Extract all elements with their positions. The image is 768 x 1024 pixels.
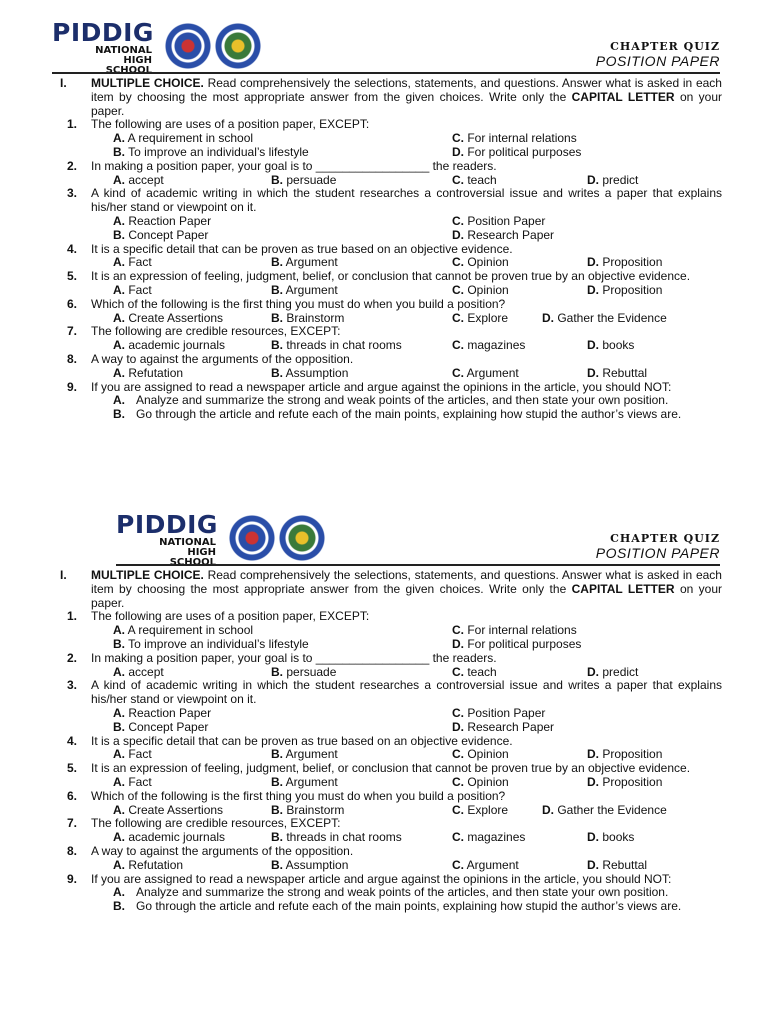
question-item: [0, 243, 768, 257]
question-number: 2.: [67, 158, 78, 173]
question-item: [0, 610, 768, 624]
options-row: [0, 624, 768, 638]
options-row: [0, 339, 768, 353]
answer-option: A. academic journals: [113, 830, 226, 845]
question-item: [0, 679, 768, 707]
question-text: In making a position paper, your goal is to _________________ the readers.: [91, 158, 497, 173]
answer-option: B. To improve an individual’s lifestyle: [113, 636, 309, 651]
question-text: The following are uses of a position paper, EXCEPT:: [91, 609, 370, 624]
answer-option: D. predict: [587, 172, 639, 187]
options-row: [0, 256, 768, 270]
answer-option: B. Concept Paper: [113, 227, 209, 242]
answer-option: B. Brainstorm: [271, 802, 345, 817]
question-text: It is an expression of feeling, judgment, belief, or conclusion that cannot be proven true by an objective evidence.: [91, 761, 691, 776]
school-logo-block: [52, 18, 154, 76]
options-row: [0, 132, 768, 146]
question-number: 8.: [67, 351, 78, 366]
question-number: 6.: [67, 788, 78, 803]
answer-option: A. Create Assertions: [113, 310, 224, 325]
answer-option: D. Gather the Evidence: [542, 802, 667, 817]
answer-option: B. Argument: [271, 747, 338, 762]
school-seal-icon: [278, 514, 326, 562]
answer-option: B. Argument: [271, 282, 338, 297]
options-row: [0, 229, 768, 243]
options-row: [0, 804, 768, 818]
question-number: 2.: [67, 650, 78, 665]
options-row: [0, 367, 768, 381]
answer-option: A. academic journals: [113, 338, 226, 353]
question-number: 1.: [67, 117, 78, 132]
options-row: [0, 146, 768, 160]
question-number: 1.: [67, 609, 78, 624]
answer-option: D. predict: [587, 664, 639, 679]
question-item: [0, 652, 768, 666]
quiz-copy-1: [0, 16, 768, 422]
options-row: [0, 776, 768, 790]
question-item: [0, 873, 768, 887]
question-item: [0, 845, 768, 859]
quiz-header: [0, 16, 768, 74]
answer-option: A. A requirement in school: [113, 623, 254, 638]
question-number: 7.: [67, 324, 78, 339]
question-item: [0, 762, 768, 776]
question-number: 9.: [67, 379, 78, 394]
question-item: [0, 187, 768, 215]
answer-option: C. For internal relations: [452, 623, 577, 638]
quiz-title: [596, 40, 720, 70]
question-number: 7.: [67, 816, 78, 831]
quiz-title: [596, 532, 720, 562]
answer-option: A. Refutation: [113, 857, 184, 872]
options-row: [0, 748, 768, 762]
answer-option: B. Brainstorm: [271, 310, 345, 325]
answer-option: B. Go through the article and refute each of the main points, explaining how stupid the author’s views are.: [113, 899, 682, 914]
options-row: [0, 831, 768, 845]
question-list: [0, 610, 768, 914]
answer-option: A. Create Assertions: [113, 802, 224, 817]
question-item: [0, 381, 768, 395]
deped-seal-icon: [164, 22, 212, 70]
school-name: PIDDIG: [116, 510, 218, 539]
options-row: [0, 638, 768, 652]
chapter-quiz-label: CHAPTER QUIZ: [610, 532, 720, 545]
answer-option: A. Analyze and summarize the strong and weak points of the articles, and then state your own position.: [113, 393, 669, 408]
quiz-body: [0, 569, 768, 914]
question-text: The following are credible resources, EXCEPT:: [91, 816, 341, 831]
section-numeral: I.: [60, 568, 67, 582]
answer-option: C. Argument: [452, 857, 519, 872]
question-text: Which of the following is the first thing you must do when you build a position?: [91, 296, 506, 311]
options-row: [0, 284, 768, 298]
question-text: A way to against the arguments of the opposition.: [91, 843, 354, 858]
question-text: If you are assigned to read a newspaper article and argue against the opinions in the article, you should NOT:: [91, 379, 672, 394]
question-item: [0, 160, 768, 174]
school-subtitle: NATIONAL HIGH SCHOOL: [159, 537, 216, 568]
options-row: [0, 174, 768, 188]
answer-option: D. Research Paper: [452, 227, 555, 242]
answer-option: B. persuade: [271, 172, 337, 187]
options-row: [0, 215, 768, 229]
answer-option: A. Refutation: [113, 365, 184, 380]
options-row: [0, 859, 768, 873]
answer-option: A. Reaction Paper: [113, 213, 212, 228]
school-subtitle: NATIONAL HIGH SCHOOL: [95, 45, 152, 76]
deped-seal-icon: [228, 514, 276, 562]
question-number: 3.: [67, 678, 78, 693]
question-item: [0, 270, 768, 284]
answer-option: C. Opinion: [452, 774, 509, 789]
answer-option: B. Argument: [271, 255, 338, 270]
answer-option: C. magazines: [452, 338, 526, 353]
options-row: [0, 312, 768, 326]
answer-option: C. Opinion: [452, 747, 509, 762]
answer-option: D. Rebuttal: [587, 365, 648, 380]
school-name: PIDDIG: [52, 18, 154, 47]
section-numeral: I.: [60, 76, 67, 90]
question-item: [0, 325, 768, 339]
question-text: In making a position paper, your goal is to _________________ the readers.: [91, 650, 497, 665]
answer-option: B. Concept Paper: [113, 719, 209, 734]
answer-option: D. books: [587, 830, 635, 845]
question-text: The following are credible resources, EXCEPT:: [91, 324, 341, 339]
answer-option: C. For internal relations: [452, 131, 577, 146]
answer-option: B. Argument: [271, 774, 338, 789]
answer-option: D. books: [587, 338, 635, 353]
question-number: 6.: [67, 296, 78, 311]
question-text: The following are uses of a position paper, EXCEPT:: [91, 117, 370, 132]
header-divider: [52, 72, 720, 74]
question-text: A kind of academic writing in which the student researches a controversial issue and writes a paper that explains his/her stand or viewpoint on it.: [91, 678, 722, 707]
school-seal-icon: [214, 22, 262, 70]
options-row: [0, 707, 768, 721]
answer-option: D. For political purposes: [452, 144, 582, 159]
chapter-quiz-label: CHAPTER QUIZ: [610, 40, 720, 53]
question-number: 3.: [67, 186, 78, 201]
question-item: [0, 817, 768, 831]
question-text: If you are assigned to read a newspaper article and argue against the opinions in the article, you should NOT:: [91, 871, 672, 886]
question-number: 8.: [67, 843, 78, 858]
question-item: [0, 298, 768, 312]
answer-option: C. Explore: [452, 802, 509, 817]
answer-option: A. accept: [113, 664, 164, 679]
header-divider: [116, 564, 720, 566]
answer-option: B. persuade: [271, 664, 337, 679]
quiz-header: [0, 508, 768, 566]
question-text: It is a specific detail that can be proven as true based on an objective evidence.: [91, 241, 513, 256]
quiz-body: [0, 77, 768, 422]
quiz-copy-2: [0, 508, 768, 914]
answer-option: C. Position Paper: [452, 705, 546, 720]
answer-option: C. teach: [452, 664, 497, 679]
answer-option: D. Gather the Evidence: [542, 310, 667, 325]
options-row: [0, 721, 768, 735]
answer-option: C. Argument: [452, 365, 519, 380]
answer-option: A. accept: [113, 172, 164, 187]
question-number: 5.: [67, 269, 78, 284]
answer-option: B. Assumption: [271, 857, 349, 872]
answer-option: A. Analyze and summarize the strong and weak points of the articles, and then state your own position.: [113, 885, 669, 900]
answer-option: A. Fact: [113, 747, 152, 762]
answer-option: C. Explore: [452, 310, 509, 325]
answer-option: D. Proposition: [587, 282, 663, 297]
answer-option: C. Opinion: [452, 282, 509, 297]
answer-option: A. Fact: [113, 255, 152, 270]
question-text: It is an expression of feeling, judgment, belief, or conclusion that cannot be proven true by an objective evidence.: [91, 269, 691, 284]
instructions: [0, 77, 768, 118]
answer-option: A. A requirement in school: [113, 131, 254, 146]
answer-option: D. Research Paper: [452, 719, 555, 734]
question-number: 9.: [67, 871, 78, 886]
quiz-topic: POSITION PAPER: [595, 53, 720, 69]
question-text: It is a specific detail that can be proven as true based on an objective evidence.: [91, 733, 513, 748]
question-number: 4.: [67, 733, 78, 748]
question-list: [0, 118, 768, 422]
instructions: [0, 569, 768, 610]
question-item: [0, 118, 768, 132]
question-text: Which of the following is the first thing you must do when you build a position?: [91, 788, 506, 803]
answer-option: B. threads in chat rooms: [271, 338, 402, 353]
question-number: 4.: [67, 241, 78, 256]
answer-option: B. Go through the article and refute each of the main points, explaining how stupid the author’s views are.: [113, 407, 682, 422]
answer-option: B. Assumption: [271, 365, 349, 380]
answer-option: D. For political purposes: [452, 636, 582, 651]
answer-option: D. Rebuttal: [587, 857, 648, 872]
answer-option: D. Proposition: [587, 774, 663, 789]
question-item: [0, 735, 768, 749]
answer-option: A. Fact: [113, 774, 152, 789]
question-text: A way to against the arguments of the opposition.: [91, 351, 354, 366]
answer-option: D. Proposition: [587, 255, 663, 270]
answer-option: C. teach: [452, 172, 497, 187]
quiz-topic: POSITION PAPER: [595, 545, 720, 561]
question-item: [0, 353, 768, 367]
question-number: 5.: [67, 761, 78, 776]
answer-option: D. Proposition: [587, 747, 663, 762]
question-text: A kind of academic writing in which the student researches a controversial issue and writes a paper that explains his/her stand or viewpoint on it.: [91, 186, 722, 215]
options-row: [0, 666, 768, 680]
answer-option: A. Reaction Paper: [113, 705, 212, 720]
answer-option: C. Position Paper: [452, 213, 546, 228]
answer-option: B. To improve an individual’s lifestyle: [113, 144, 309, 159]
answer-option: B. threads in chat rooms: [271, 830, 402, 845]
instructions-text: MULTIPLE CHOICE. Read comprehensively the selections, statements, and questions. Answer what is asked in each item by choosing the most appropriate answer from the given choices. Write only the CAPITAL LETTER on your paper.: [91, 568, 723, 610]
answer-option: C. Opinion: [452, 255, 509, 270]
answer-option: C. magazines: [452, 830, 526, 845]
instructions-text: MULTIPLE CHOICE. Read comprehensively the selections, statements, and questions. Answer what is asked in each item by choosing the most appropriate answer from the given choices. Write only the CAPITAL LETTER on your paper.: [91, 76, 723, 118]
answer-option: A. Fact: [113, 282, 152, 297]
question-item: [0, 790, 768, 804]
school-logo-block: [116, 510, 218, 568]
